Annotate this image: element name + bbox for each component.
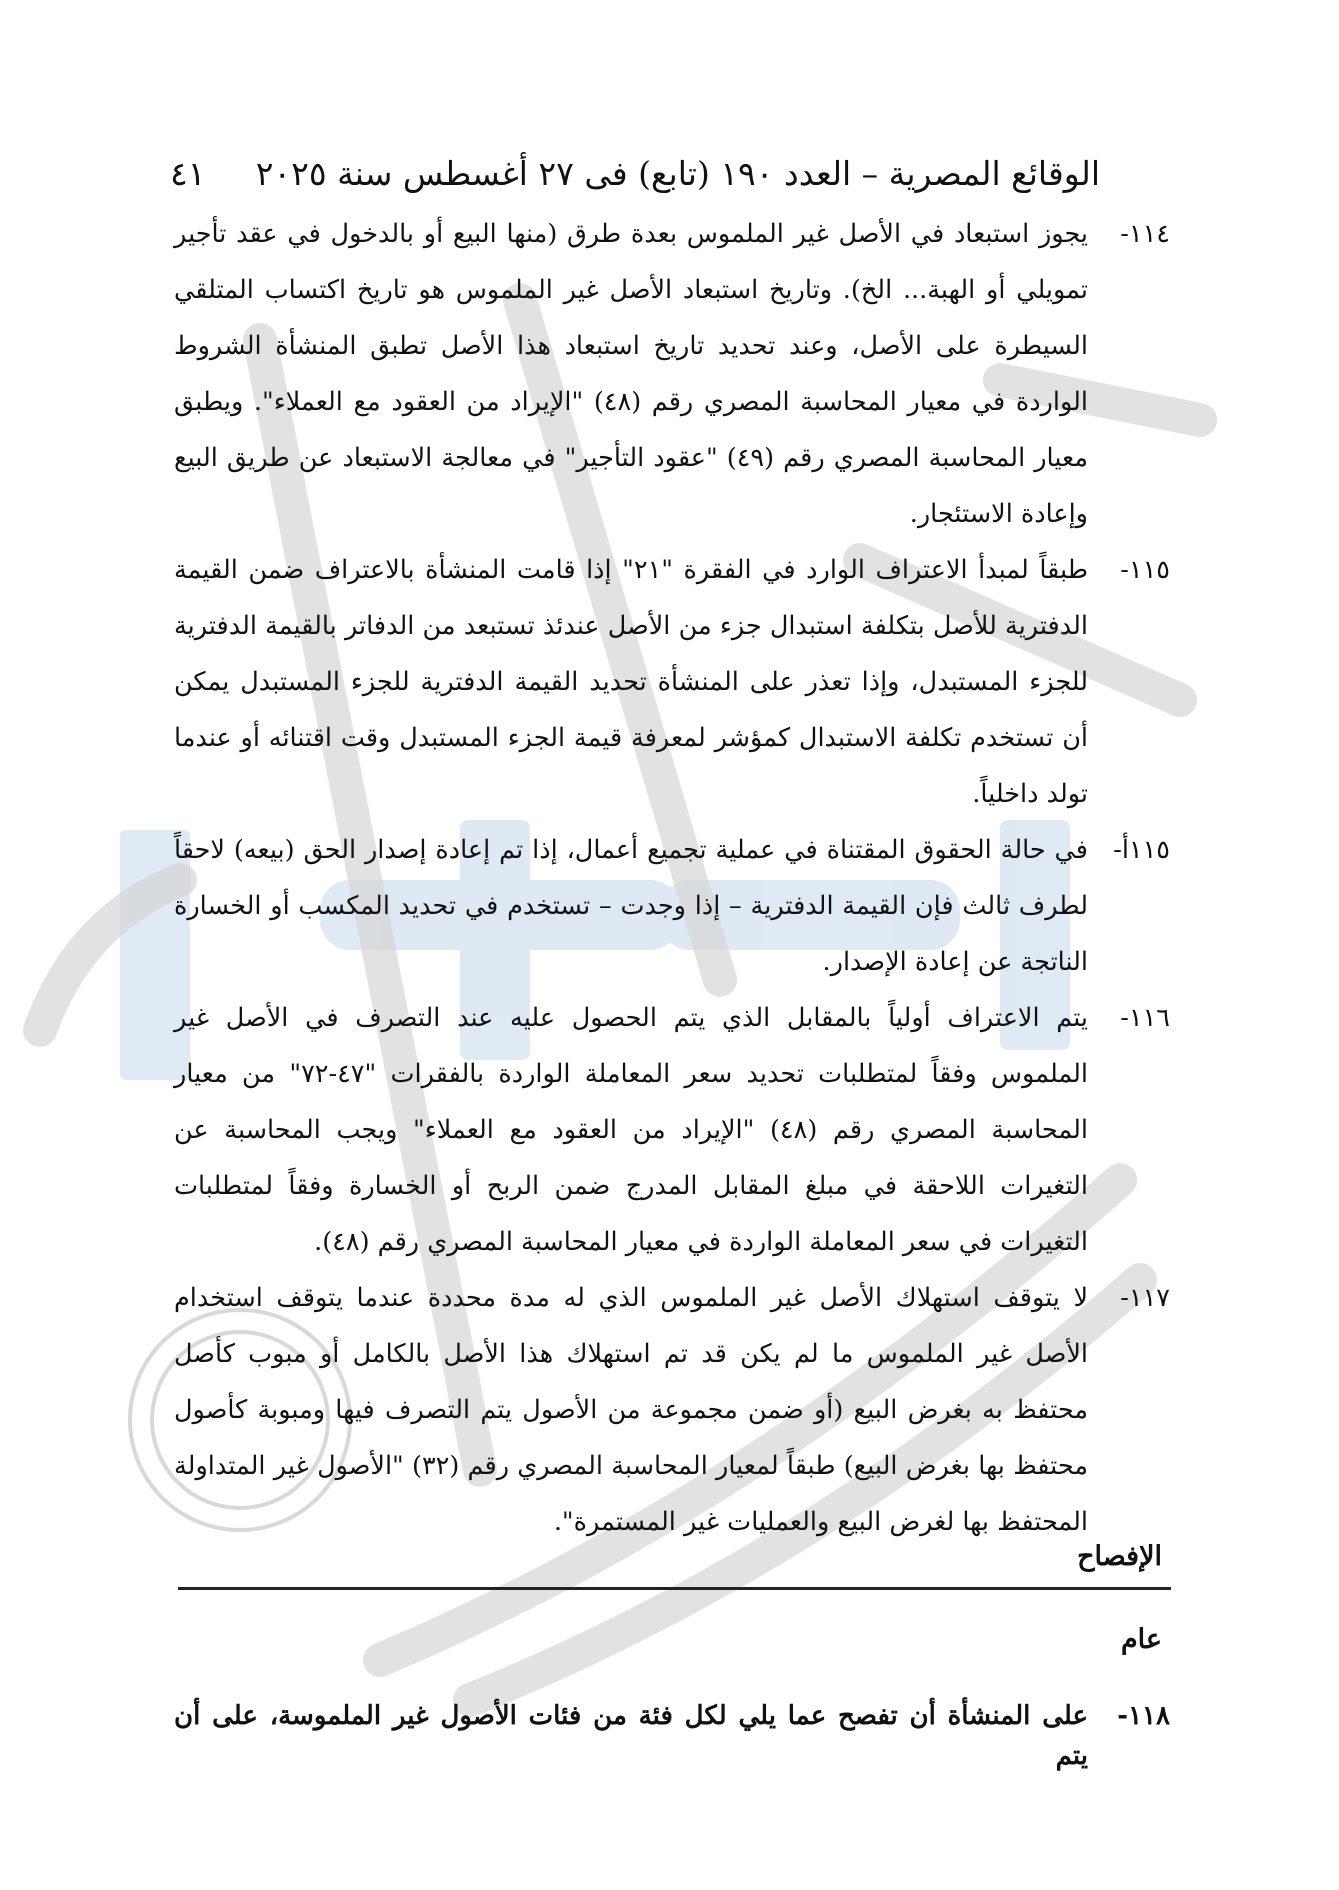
paragraph-115 xyxy=(174,542,1170,822)
paragraph-text: طبقاً لمبدأ الاعتراف الوارد في الفقرة "٢١" إذا قامت المنشأة بالاعتراف ضمن القيمة الدفترية للأصل بتكلفة استبدال جزء من الأصل عندئذ تستبعد من الدفاتر بالقيمة الدفترية للجزء المستبدل، وإذا تعذر على المنشأة تحديد القيمة الدفترية للجزء المستبدل يمكن أن تستخدم تكلفة الاستبدال كمؤشر لمعرفة قيمة الجزء المستبدل وقت اقتنائه أو عندما تولد داخلياً. xyxy=(174,555,1088,809)
paragraph-text: يتم الاعتراف أولياً بالمقابل الذي يتم الحصول عليه عند التصرف في الأصل غير الملموس وفقاً لمتطلبات تحديد سعر المعاملة الواردة بالفقرات "٤٧-٧٢" من معيار المحاسبة المصري رقم (٤٨) "الإيراد من العقود مع العملاء" ويجب المحاسبة عن التغيرات اللاحقة في مبلغ المقابل المدرج ضمن الربح أو الخسارة وفقاً لمتطلبات التغيرات في سعر المعاملة الواردة في معيار المحاسبة المصري رقم (٤٨). xyxy=(174,1003,1088,1257)
paragraph-number: ١١٦- xyxy=(1120,1003,1170,1033)
paragraph-text: لا يتوقف استهلاك الأصل غير الملموس الذي له مدة محددة عندما يتوقف استخدام الأصل غير الملموس ما لم يكن قد تم استهلاك هذا الأصل بالكامل أو مبوب كأصل محتفظ به بغرض البيع (أو ضمن مجموعة من الأصول يتم التصرف فيها ومبوبة كأصول محتفظ بها بغرض البيع) طبقاً لمعيار المحاسبة المصري رقم (٣٢) "الأصول غير المتداولة المحتفظ بها لغرض البيع والعمليات غير المستمرة". xyxy=(174,1283,1089,1537)
paragraph-115a xyxy=(174,822,1170,990)
paragraph-116 xyxy=(174,990,1170,1270)
paragraph-number: ١١٥أ- xyxy=(1113,835,1170,865)
paragraph-117 xyxy=(174,1270,1170,1550)
paragraph-number: ١١٧- xyxy=(1120,1283,1170,1313)
paragraph-number: ١١٤- xyxy=(1120,219,1170,249)
section-divider xyxy=(178,1587,1171,1590)
page-header xyxy=(170,148,1100,198)
paragraph-118 xyxy=(174,1696,1170,1776)
paragraph-number: ١١٨- xyxy=(1117,1701,1170,1731)
subsection-title-general: عام xyxy=(1120,1624,1162,1655)
paragraph-text: في حالة الحقوق المقتناة في عملية تجميع أعمال، إذا تم إعادة إصدار الحق (بيعه) لاحقاً لطرف ثالث فإن القيمة الدفترية – إذا وجدت – تستخدم في تحديد المكسب أو الخسارة الناتجة عن إعادة الإصدار. xyxy=(174,835,1088,977)
page-number: ٤١ xyxy=(170,153,206,193)
paragraph-text: يجوز استبعاد في الأصل غير الملموس بعدة طرق (منها البيع أو بالدخول في عقد تأجير تمويلي أو الهبة... الخ). وتاريخ استبعاد الأصل غير الملموس هو تاريخ اكتساب المتلقي السيطرة على الأصل، وعند تحديد تاريخ استبعاد هذا الأصل تطبق المنشأة الشروط الواردة في معيار المحاسبة المصري رقم (٤٨) "الإيراد من العقود مع العملاء". ويطبق معيار المحاسبة المصري رقم (٤٩) "عقود التأجير" في معالجة الاستبعاد عن طريق البيع وإعادة الاستئجار. xyxy=(174,219,1088,529)
header-title: الوقائع المصرية – العدد ١٩٠ (تابع) فى ٢٧ أغسطس سنة ٢٠٢٥ xyxy=(255,153,1100,193)
paragraph-114 xyxy=(174,206,1170,542)
section-title-disclosure: الإفصاح xyxy=(1077,1541,1162,1572)
document-body xyxy=(174,206,1170,1550)
paragraph-text: على المنشأة أن تفصح عما يلي لكل فئة من فئات الأصول غير الملموسة، على أن يتم xyxy=(174,1701,1088,1771)
paragraph-number: ١١٥- xyxy=(1120,555,1170,585)
